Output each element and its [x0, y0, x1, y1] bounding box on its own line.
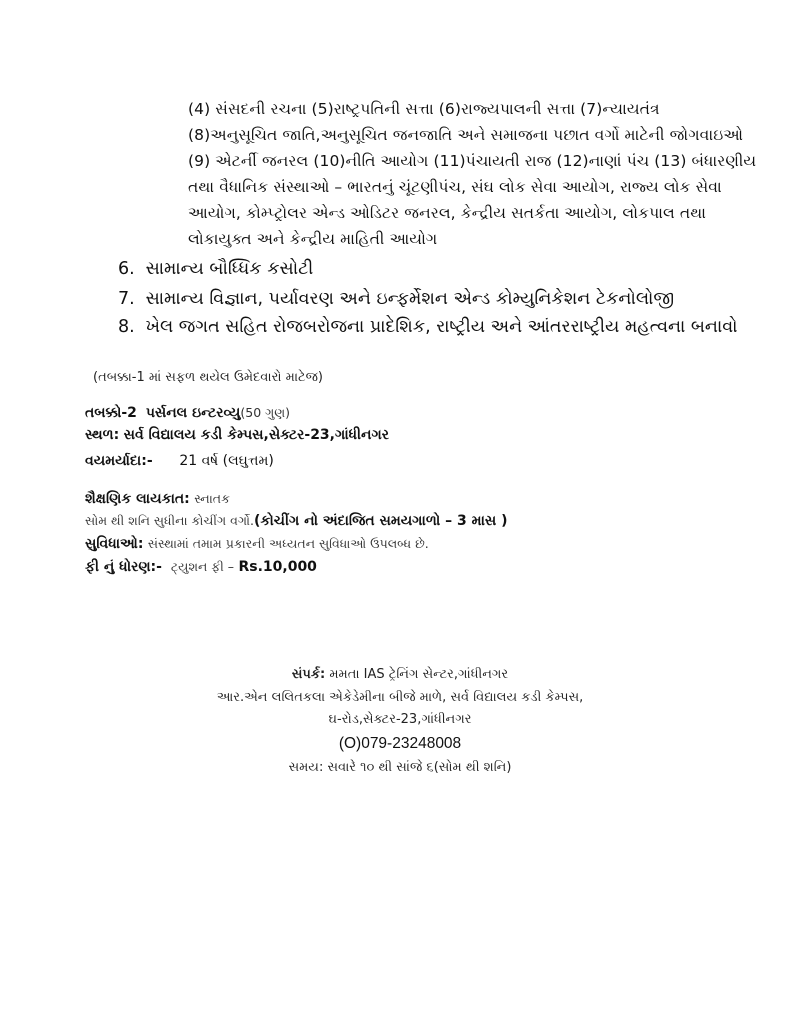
syllabus-item — [118, 312, 738, 342]
item-text: સામાન્ય બૌધ્ધિક કસોટી — [145, 259, 314, 279]
contact-name: મમતા IAS ટ્રેનિંગ સેન્ટર,ગાંધીનગર — [329, 667, 509, 682]
venue-value: સર્વ વિદ્યાલય કડી કેમ્પસ,સેક્ટર-23,ગાંધીનગર — [123, 427, 389, 443]
qualification-value: સ્નાતક — [194, 491, 230, 506]
item-number: 7. — [118, 289, 135, 309]
coaching-line — [85, 510, 508, 532]
syllabus-item — [118, 254, 313, 284]
item-text: ખેલ જગત સહિત રોજબરોજના પ્રાદેશિક, રાષ્ટ્રીય અને આંતરરાષ્ટ્રીય મહત્વના બનાવો — [145, 317, 738, 337]
syllabus-line: લોકાયુક્ત અને કેન્દ્રીય માહિતી આયોગ — [188, 230, 438, 248]
facilities-value: સંસ્થામાં તમામ પ્રકારની અધ્યતન સુવિધાઓ ઉપલબ્ધ છે. — [147, 536, 429, 551]
venue-label: સ્થળ: — [85, 427, 120, 443]
age-label: વયમર્યાદા:- — [85, 453, 153, 469]
coaching-text: સોમ થી શનિ સુધીના કોચીંગ વર્ગો. — [85, 513, 254, 528]
contact-label: સંપર્ક: — [291, 667, 326, 682]
phase2-title: પર્સનલ ઇન્ટરવ્યુ — [145, 405, 241, 421]
venue-line — [85, 424, 389, 446]
phase2-line — [85, 402, 290, 424]
syllabus-line: (4) સંસદની રચના (5)રાષ્ટ્રપતિની સત્તા (6)રાજ્યપાલની સત્તા (7)ન્યાયતંત્ર — [188, 100, 660, 118]
contact-timing: સમય: સવારે ૧૦ થી સાંજે ૬(સોમ થી શનિ) — [288, 760, 512, 775]
age-value: 21 વર્ષ (લઘુત્તમ) — [179, 453, 274, 469]
syllabus-line: (9) એટર્ની જનરલ (10)નીતિ આયોગ (11)પંચાયતી રાજ (12)નાણાં પંચ (13) બંધારણીય — [188, 152, 757, 170]
phase2-marks: (50 ગુણ) — [240, 405, 291, 420]
item-number: 8. — [118, 317, 135, 337]
fee-label: ફી નું ધોરણ:- — [85, 559, 162, 575]
qualification-label: શૈક્ષણિક લાયકાત: — [85, 491, 190, 507]
fee-type: ટ્યુશન ફી – — [170, 559, 235, 574]
contact-address-1: આર.એન લલિતકલા એકેડેમીના બીજે માળે, સર્વ વિદ્યાલય કડી કેમ્પસ, — [216, 690, 584, 705]
syllabus-line: આયોગ, કોમ્પ્ટ્રોલર એન્ડ ઓડિટર જનરલ, કેન્દ્રીય સતર્કતા આયોગ, લોકપાલ તથા — [188, 204, 707, 222]
facilities-line — [85, 533, 429, 555]
contact-address-2: ઘ-રોડ,સેક્ટર-23,ગાંધીનગર — [328, 712, 472, 727]
syllabus-line: (8)અનુસૂચિત જાતિ,અનુસૂચિત જનજાતિ અને સમાજના પછાત વર્ગો માટેની જોગવાઇઓ — [188, 126, 744, 144]
contact-phone: (O)079-23248008 — [338, 735, 462, 752]
item-number: 6. — [118, 259, 135, 279]
syllabus-item — [118, 284, 674, 314]
facilities-label: સુવિધાઓ: — [85, 536, 144, 552]
age-line — [85, 450, 274, 472]
fee-line — [85, 556, 317, 578]
syllabus-line: તથા વૈધાનિક સંસ્થાઓ – ભારતનું ચૂંટણીપંચ, સંઘ લોક સેવા આયોગ, રાજ્ય લોક સેવા — [188, 178, 722, 196]
qualification-line — [85, 488, 230, 510]
coaching-duration: (કોચીંગ નો અંદાજિત સમયગાળો – 3 માસ ) — [254, 513, 508, 529]
contact-name-line — [0, 664, 800, 686]
phase2-label: તબક્કો-2 — [85, 405, 137, 421]
phase1-note: (તબક્કા-1 માં સફળ થયેલ ઉમેદવારો માટેજ) — [93, 370, 323, 385]
item-text: સામાન્ય વિજ્ઞાન, પર્યાવરણ અને ઇન્ફર્મેશન એન્ડ કોમ્યુનિકેશન ટેકનોલોજી — [145, 289, 675, 309]
fee-amount: Rs.10,000 — [238, 559, 317, 575]
